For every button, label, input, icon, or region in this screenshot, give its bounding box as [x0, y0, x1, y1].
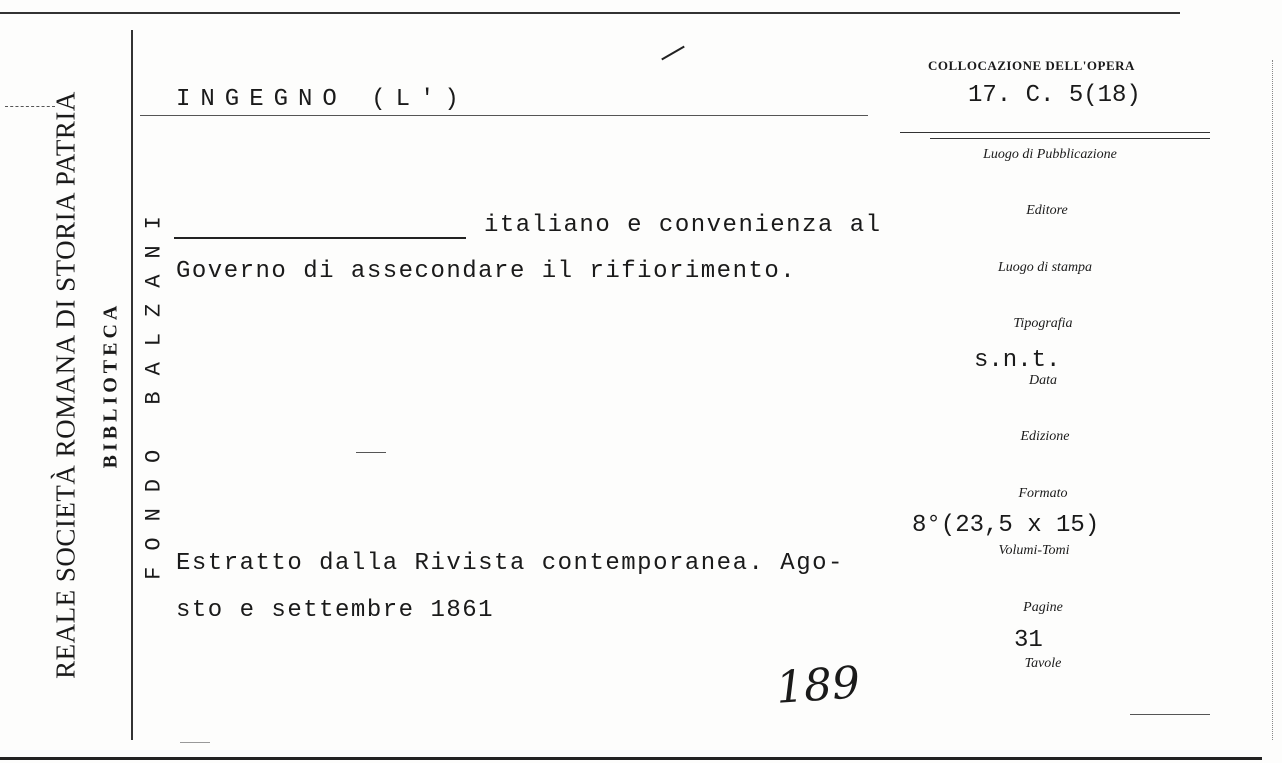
- small-dash: [356, 452, 386, 453]
- tick-mark: [661, 46, 685, 61]
- note-line-1: Estratto dalla Rivista contemporanea. Ago-: [176, 550, 844, 577]
- record-title: INGEGNO (L'): [176, 86, 469, 113]
- label-tavole: Tavole: [1024, 656, 1062, 671]
- colloc-rule-1: [900, 132, 1210, 133]
- value-formato: 8°(23,5 x 15): [912, 512, 1100, 539]
- library-stamp: [94, 270, 128, 500]
- label-data: Data: [1029, 373, 1057, 388]
- label-tipografia: Tipografia: [1013, 316, 1073, 331]
- shelfmark: 17. C. 5(18): [968, 82, 1141, 109]
- top-border: [0, 12, 1180, 14]
- handwritten-number: 189: [774, 657, 862, 714]
- right-bottom-rule: [1130, 714, 1210, 715]
- label-pagine: Pagine: [1023, 600, 1063, 615]
- society-name: REALE SOCIETÀ ROMANA DI STORIA PATRIA: [50, 91, 81, 679]
- collocazione-heading: COLLOCAZIONE DELL'OPERA: [928, 58, 1135, 73]
- value-tipografia: s.n.t.: [974, 347, 1061, 374]
- blank-underline: [174, 237, 466, 239]
- value-pagine: 31: [1014, 627, 1043, 654]
- fondo-stamp: [136, 200, 172, 580]
- label-edizione: Edizione: [1020, 429, 1070, 444]
- right-edge-dots: [1272, 60, 1273, 740]
- library-name: BIBLIOTECA: [99, 301, 122, 469]
- label-volumi-tomi: Volumi-Tomi: [998, 543, 1070, 558]
- body-line-1: italiano e convenienza al: [484, 212, 882, 239]
- label-formato: Formato: [1018, 486, 1068, 501]
- label-editore: Editore: [1026, 203, 1068, 218]
- colloc-rule-2: [930, 138, 1210, 139]
- label-luogo-stampa: Luogo di stampa: [997, 260, 1093, 275]
- body-bottom-rule: [180, 742, 210, 743]
- society-stamp: [44, 40, 88, 730]
- body-line-2: Governo di assecondare il rifiorimento.: [176, 258, 797, 285]
- title-rule: [140, 115, 868, 116]
- fondo-name: FONDO BALZANI: [141, 200, 167, 580]
- margin-rule: [131, 30, 133, 740]
- note-line-2: sto e settembre 1861: [176, 597, 495, 624]
- bottom-border: [0, 757, 1262, 760]
- label-luogo-pubblicazione: Luogo di Pubblicazione: [983, 147, 1117, 162]
